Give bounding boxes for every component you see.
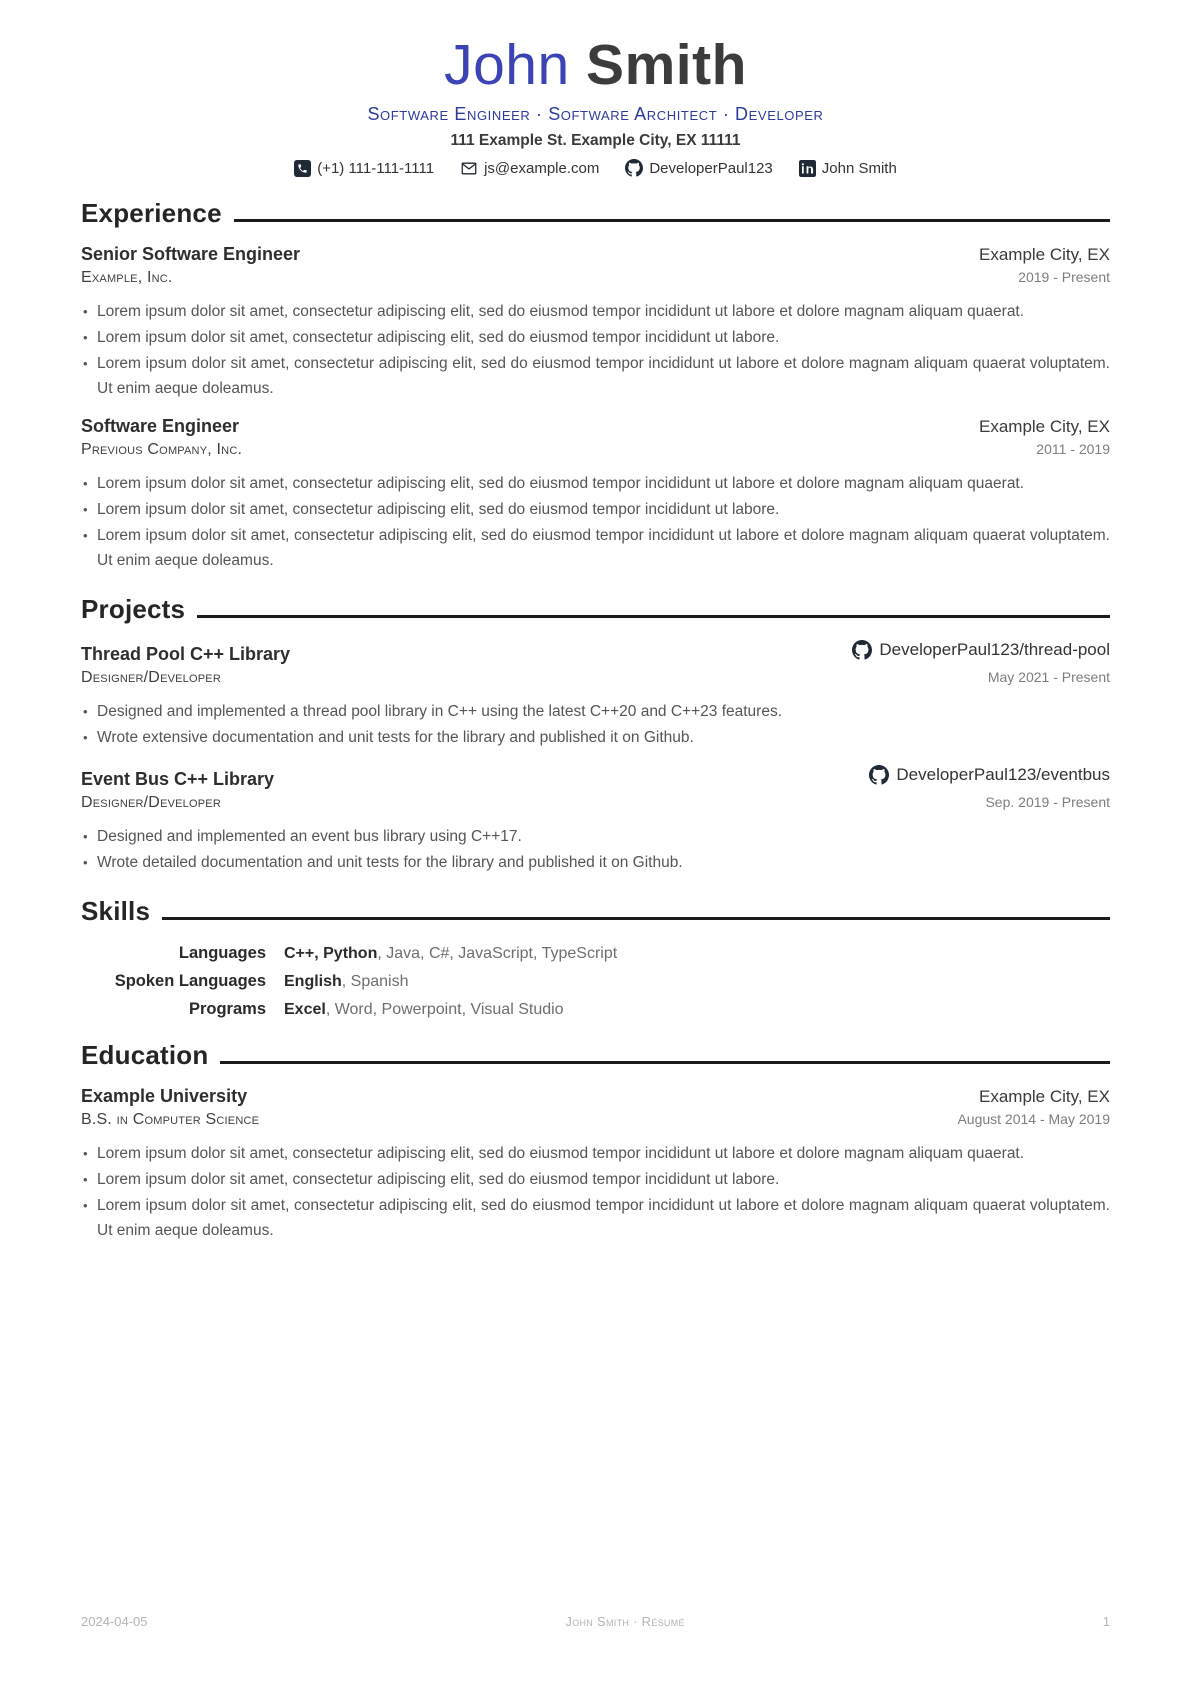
linkedin-contact[interactable] <box>799 160 897 177</box>
bullet-item: • Designed and implemented a thread pool library in C++ using the latest C++20 and C++23 features. <box>81 699 1110 724</box>
bullet-item: • Wrote extensive documentation and unit tests for the library and published it on Github. <box>81 725 1110 750</box>
address-line: 111 Example St. Example City, EX 11111 <box>450 132 741 150</box>
project-title: Thread Pool C++ Library <box>81 644 291 665</box>
github-username: DeveloperPaul123 <box>649 159 773 177</box>
email-address: js@example.com <box>484 159 600 177</box>
skill-row-programs <box>81 1000 1110 1019</box>
email-icon <box>460 160 478 177</box>
github-icon <box>869 765 889 785</box>
bullet-item: • Designed and implemented an event bus library using C++17. <box>81 824 1110 849</box>
github-contact[interactable] <box>625 159 772 177</box>
skills-section-title: Skills <box>81 896 151 927</box>
job-location: Example City, EX <box>978 245 1110 265</box>
phone-contact[interactable] <box>294 160 434 177</box>
last-name: Smith <box>586 33 747 97</box>
project-role: Designer/Developer <box>81 794 221 812</box>
school-location: Example City, EX <box>978 1087 1110 1107</box>
skill-value-rest: , Word, Powerpoint, Visual Studio <box>325 1001 564 1019</box>
skill-row-spoken-languages <box>81 972 1110 991</box>
project-dates: May 2021 - Present <box>987 669 1110 686</box>
footer-date: 2024-04-05 <box>81 1614 148 1629</box>
project-sub-row <box>81 669 1110 687</box>
school-name: Example University <box>81 1086 248 1107</box>
linkedin-icon <box>799 160 816 177</box>
skills-section <box>81 896 1110 1019</box>
footer-title: John Smith · Résumé <box>565 1614 685 1629</box>
first-name: John <box>444 33 570 97</box>
education-section-title: Education <box>81 1040 209 1071</box>
page-footer <box>81 1614 1110 1629</box>
school-entry <box>81 1086 1110 1243</box>
projects-section <box>81 594 1110 875</box>
project-bullets <box>81 699 1110 750</box>
project-entry <box>81 640 1110 750</box>
project-header-row <box>81 640 1110 665</box>
resume-header <box>81 33 1110 177</box>
job-entry <box>81 244 1110 401</box>
linkedin-name: John Smith <box>821 159 897 177</box>
job-dates: 2019 - Present <box>1018 269 1110 286</box>
section-rule <box>162 917 1110 920</box>
footer-page-number: 1 <box>1102 1614 1110 1629</box>
skill-value-lead: English <box>284 973 342 991</box>
section-rule <box>234 219 1110 222</box>
skills-table <box>81 944 1110 1019</box>
school-header-row <box>81 1086 1110 1107</box>
experience-section <box>81 198 1110 573</box>
job-bullets <box>81 471 1110 573</box>
education-section-head <box>81 1040 1110 1071</box>
job-title: Software Engineer <box>81 416 240 437</box>
job-title: Senior Software Engineer <box>81 244 301 265</box>
bullet-item: • Lorem ipsum dolor sit amet, consectetur adipiscing elit, sed do eiusmod tempor incididunt ut labore et dolore magnam aliquam quaerat voluptatem. Ut enim aeque doleamus. <box>81 523 1110 573</box>
project-sub-row <box>81 794 1110 812</box>
projects-section-head <box>81 594 1110 625</box>
section-rule <box>197 615 1110 618</box>
project-header-row <box>81 765 1110 790</box>
skill-label: Spoken Languages <box>114 972 266 991</box>
bullet-item: • Lorem ipsum dolor sit amet, consectetur adipiscing elit, sed do eiusmod tempor incididunt ut labore et dolore magnam aliquam quaerat. <box>81 471 1110 496</box>
project-repo-link[interactable] <box>852 640 1110 660</box>
job-sub-row <box>81 441 1110 459</box>
job-header-row <box>81 244 1110 265</box>
school-sub-row <box>81 1111 1110 1129</box>
skill-value-lead: C++, Python <box>284 945 378 963</box>
job-company: Previous Company, Inc. <box>81 441 243 459</box>
skill-value-rest: , Spanish <box>341 973 409 991</box>
skill-value <box>284 945 617 963</box>
education-section <box>81 1040 1110 1243</box>
job-location: Example City, EX <box>978 417 1110 437</box>
job-header-row <box>81 416 1110 437</box>
github-icon <box>852 640 872 660</box>
skills-section-head <box>81 896 1110 927</box>
professional-titles: Software Engineer · Software Architect · Developer <box>367 104 824 125</box>
phone-icon <box>294 160 311 177</box>
job-entry <box>81 416 1110 573</box>
school-degree: B.S. in Computer Science <box>81 1111 260 1129</box>
bullet-item: • Lorem ipsum dolor sit amet, consectetur adipiscing elit, sed do eiusmod tempor incididunt ut labore. <box>81 325 1110 350</box>
project-dates: Sep. 2019 - Present <box>985 794 1110 811</box>
project-repo-link[interactable] <box>869 765 1110 785</box>
skill-label: Languages <box>178 944 266 963</box>
skill-value <box>284 1001 564 1019</box>
skill-value-rest: , Java, C#, JavaScript, TypeScript <box>377 945 618 963</box>
job-sub-row <box>81 269 1110 287</box>
project-title: Event Bus C++ Library <box>81 769 275 790</box>
job-dates: 2011 - 2019 <box>1036 441 1110 458</box>
school-bullets <box>81 1141 1110 1243</box>
email-contact[interactable] <box>460 160 599 177</box>
project-bullets <box>81 824 1110 875</box>
skill-row-languages <box>81 944 1110 963</box>
school-dates: August 2014 - May 2019 <box>957 1111 1110 1128</box>
section-rule <box>220 1061 1110 1064</box>
bullet-item: • Lorem ipsum dolor sit amet, consectetur adipiscing elit, sed do eiusmod tempor incididunt ut labore et dolore magnam aliquam quaerat. <box>81 299 1110 324</box>
person-name <box>81 33 1110 97</box>
github-icon <box>625 159 643 177</box>
skill-label: Programs <box>188 1000 266 1019</box>
bullet-item: • Lorem ipsum dolor sit amet, consectetur adipiscing elit, sed do eiusmod tempor incididunt ut labore et dolore magnam aliquam quaerat voluptatem. Ut enim aeque doleamus. <box>81 1193 1110 1243</box>
projects-section-title: Projects <box>81 594 186 625</box>
skill-value-lead: Excel <box>284 1001 326 1019</box>
bullet-item: • Lorem ipsum dolor sit amet, consectetur adipiscing elit, sed do eiusmod tempor incididunt ut labore et dolore magnam aliquam quaerat voluptatem. Ut enim aeque doleamus. <box>81 351 1110 401</box>
project-repo-text: DeveloperPaul123/thread-pool <box>879 640 1110 660</box>
project-entry <box>81 765 1110 875</box>
skill-value <box>284 973 409 991</box>
bullet-item: • Wrote detailed documentation and unit tests for the library and published it on Github. <box>81 850 1110 875</box>
experience-section-title: Experience <box>81 198 222 229</box>
bullet-item: • Lorem ipsum dolor sit amet, consectetur adipiscing elit, sed do eiusmod tempor incididunt ut labore et dolore magnam aliquam quaerat. <box>81 1141 1110 1166</box>
experience-section-head <box>81 198 1110 229</box>
phone-number: (+1) 111-111-1111 <box>317 159 435 177</box>
job-bullets <box>81 299 1110 401</box>
job-company: Example, Inc. <box>81 269 173 287</box>
bullet-item: • Lorem ipsum dolor sit amet, consectetur adipiscing elit, sed do eiusmod tempor incididunt ut labore. <box>81 497 1110 522</box>
project-role: Designer/Developer <box>81 669 221 687</box>
contact-row <box>81 159 1110 177</box>
bullet-item: • Lorem ipsum dolor sit amet, consectetur adipiscing elit, sed do eiusmod tempor incididunt ut labore. <box>81 1167 1110 1192</box>
project-repo-text: DeveloperPaul123/eventbus <box>896 765 1110 785</box>
